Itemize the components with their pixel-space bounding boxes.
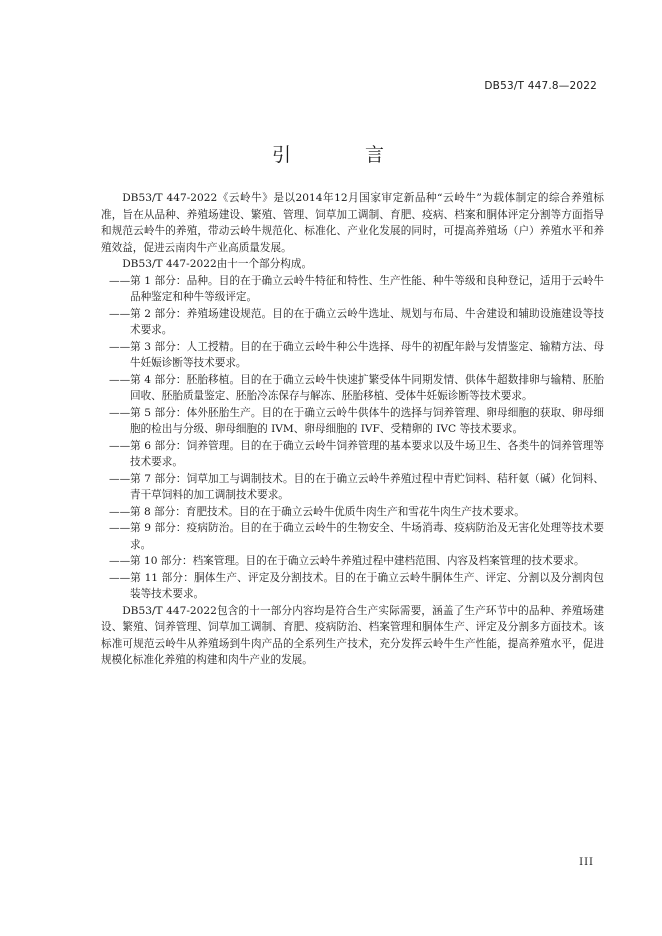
standard-code-header: DB53/T 447.8—2022 [484,80,597,92]
list-dash: —— [109,522,131,534]
list-item [101,438,604,471]
page-number: III [579,857,594,868]
list-item [101,520,604,553]
list-dash: —— [109,373,131,386]
list-item-text: 第 8 部分：育肥技术。目的在于确立云岭牛优质牛肉生产和雪花牛肉生产技术要求。 [130,505,525,518]
list-item [101,553,604,570]
list-item-text: 第 4 部分：胚胎移植。目的在于确立云岭牛快速扩繁受体牛同期发情、供体牛超数排卵与输精、胚胎回收、胚胎质量鉴定、胚胎冷冻保存与解冻、胚胎移植、受体牛妊娠诊断等技术要求。 [130,373,604,402]
list-item [101,339,604,372]
list-item [101,405,604,438]
list-dash: —— [109,439,131,452]
list-item [101,570,604,603]
page-title: 引 言 [271,144,419,166]
list-item-text: 第 6 部分：饲养管理。目的在于确立云岭牛饲养管理的基本要求以及牛场卫生、各类牛的饲养管理等技术要求。 [130,439,604,468]
list-item [101,306,604,339]
list-item-text: 第 3 部分：人工授精。目的在于确立云岭牛种公牛选择、母牛的初配年龄与发情鉴定、输精方法、母牛妊娠诊断等技术要求。 [130,340,604,369]
list-item [101,273,604,306]
list-item [101,504,604,521]
list-item-text: 第 1 部分：品种。目的在于确立云岭牛特征和特性、生产性能、种牛等级和良种登记，适用于云岭牛品种鉴定和种牛等级评定。 [130,274,604,303]
list-item-text: 第 2 部分：养殖场建设规范。目的在于确立云岭牛选址、规划与布局、牛舍建设和辅助设施建设等技术要求。 [130,307,604,336]
list-dash: —— [109,472,131,485]
list-item [101,471,604,504]
list-dash: —— [109,274,131,287]
list-item [101,372,604,405]
list-item-text: 第 7 部分：饲草加工与调制技术。目的在于确立云岭牛养殖过程中青贮饲料、秸秆氨（碱）化饲料、青干草饲料的加工调制技术要求。 [130,472,604,501]
intro-paragraph: DB53/T 447-2022《云岭牛》是以2014年12月国家审定新品种“云岭牛”为载体制定的综合养殖标准，旨在从品种、养殖场建设、繁殖、管理、饲草加工调制、育肥、疫病、档案和胴体评定分割等方面指导和规范云岭牛的养殖，带动云岭牛规范化、标准化、产业化发展的同时，可提高养殖场（户）养殖水平和养殖效益，促进云南肉牛产业高质量发展。 [101,192,604,254]
list-item-text: 第 10 部分：档案管理。目的在于确立云岭牛养殖过程中建档范围、内容及档案管理的技术要求。 [130,555,585,567]
list-dash: —— [109,555,131,567]
list-dash: —— [109,307,131,320]
list-item-text: 第 5 部分：体外胚胎生产。目的在于确立云岭牛供体牛的选择与饲养管理、卵母细胞的获取、卵母细胞的检出与分级、卵母细胞的 IVM、卵母细胞的 IVF、受精卵的 IVC 等技术要求。 [130,406,604,435]
parts-intro-paragraph: DB53/T 447-2022由十一个部分构成。 [122,258,313,270]
list-item-text: 第 11 部分：胴体生产、评定及分割技术。目的在于确立云岭牛胴体生产、评定、分割以及分割肉包装等技术要求。 [130,571,604,600]
list-dash: —— [109,505,131,518]
list-dash: —— [109,406,131,419]
list-item-text: 第 9 部分：疫病防治。目的在于确立云岭牛的生物安全、牛场消毒、疫病防治及无害化处理等技术要求。 [130,522,604,551]
closing-paragraph: DB53/T 447-2022包含的十一部分内容均是符合生产实际需要，涵盖了生产环节中的品种、养殖场建设、繁殖、饲养管理、饲草加工调制、育肥、疫病防治、档案管理和胴体生产、评定及分割多方面技术。该标准可规范云岭牛从养殖场到牛肉产品的全系列生产技术，充分发挥云岭牛生产性能，提高养殖水平，促进规模化标准化养殖的构建和肉牛产业的发展。 [101,604,604,666]
document-body [101,190,604,669]
parts-list [101,273,604,603]
list-dash: —— [109,340,131,353]
list-dash: —— [109,571,131,584]
